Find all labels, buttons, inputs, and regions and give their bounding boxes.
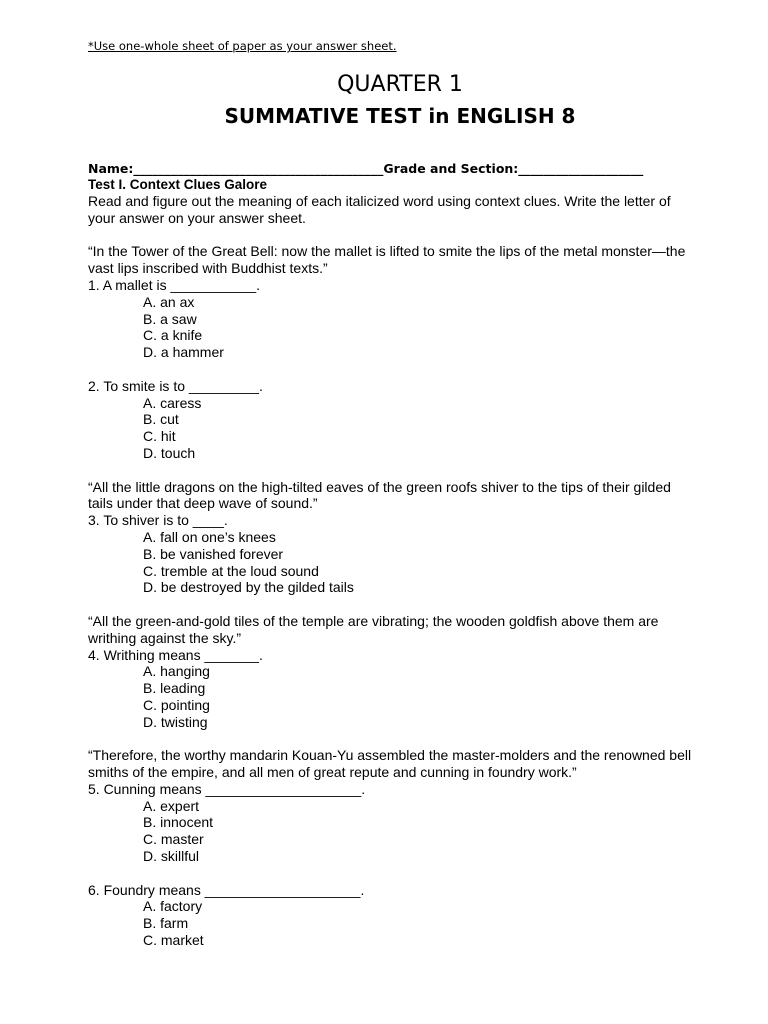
q6-option-c: C. market xyxy=(143,932,204,949)
answer-sheet-note: *Use one-whole sheet of paper as your answer sheet. xyxy=(88,39,397,53)
q5-option-b: B. innocent xyxy=(143,814,214,831)
q2-option-b: B. cut xyxy=(143,411,179,428)
section-title: Test I. Context Clues Galore xyxy=(88,177,268,192)
q6-option-b: B. farm xyxy=(143,915,189,932)
q1-option-a: A. an ax xyxy=(143,293,195,310)
passage-4: “All the green-and-gold tiles of the temple are vibrating; the wooden goldfish above them are writhing against the sky.” xyxy=(88,612,659,646)
quarter-heading: QUARTER 1 xyxy=(337,72,463,97)
question-3: 3. To shiver is to ____. xyxy=(88,512,228,529)
q1-option-c: C. a knife xyxy=(143,327,203,344)
q5-option-d: D. skillful xyxy=(143,848,200,865)
q2-option-a: A. caress xyxy=(143,394,202,411)
q3-option-b: B. be vanished forever xyxy=(143,545,284,562)
passage-3: “All the little dragons on the high-tilted eaves of the green roofs shiver to the tips of their gilded tails under that deep wave of sound.” xyxy=(88,478,671,512)
q4-option-a: A. hanging xyxy=(143,663,210,680)
test-title: SUMMATIVE TEST in ENGLISH 8 xyxy=(224,104,576,128)
instructions: Read and figure out the meaning of each italicized word using context clues. Write the letter of your answer on your answer sheet. xyxy=(88,193,671,226)
q6-option-a: A. factory xyxy=(143,898,203,915)
question-6: 6. Foundry means ____________________. xyxy=(88,881,365,898)
q5-option-a: A. expert xyxy=(143,797,200,814)
q5-option-c: C. master xyxy=(143,831,204,848)
q3-option-a: A. fall on one’s knees xyxy=(143,528,276,545)
q3-option-d: D. be destroyed by the gilded tails xyxy=(143,579,354,596)
question-1: 1. A mallet is ___________. xyxy=(88,276,261,293)
q2-option-c: C. hit xyxy=(143,428,176,445)
q4-option-c: C. pointing xyxy=(143,696,210,713)
question-2: 2. To smite is to _________. xyxy=(88,377,263,394)
q1-option-d: D. a hammer xyxy=(143,344,224,361)
question-5: 5. Cunning means ____________________. xyxy=(88,780,366,797)
question-4: 4. Writhing means _______. xyxy=(88,646,263,663)
q1-option-b: B. a saw xyxy=(143,310,197,327)
q4-option-d: D. twisting xyxy=(143,713,208,730)
q2-option-d: D. touch xyxy=(143,444,196,461)
passage-5: “Therefore, the worthy mandarin Kouan-Yu assembled the master-molders and the renowned bell smiths of the empire, and all men of great repute and cunning in foundry work.” xyxy=(88,747,692,781)
q3-option-c: C. tremble at the loud sound xyxy=(143,562,319,579)
name-grade-section-line: Name:________________________________________Grade and Section:____________________ xyxy=(88,161,644,176)
q4-option-b: B. leading xyxy=(143,680,206,697)
passage-1: “In the Tower of the Great Bell: now the mallet is lifted to smite the lips of the metal monster—the vast lips inscribed with Buddhist texts.” xyxy=(88,243,686,277)
test-content xyxy=(88,193,698,949)
